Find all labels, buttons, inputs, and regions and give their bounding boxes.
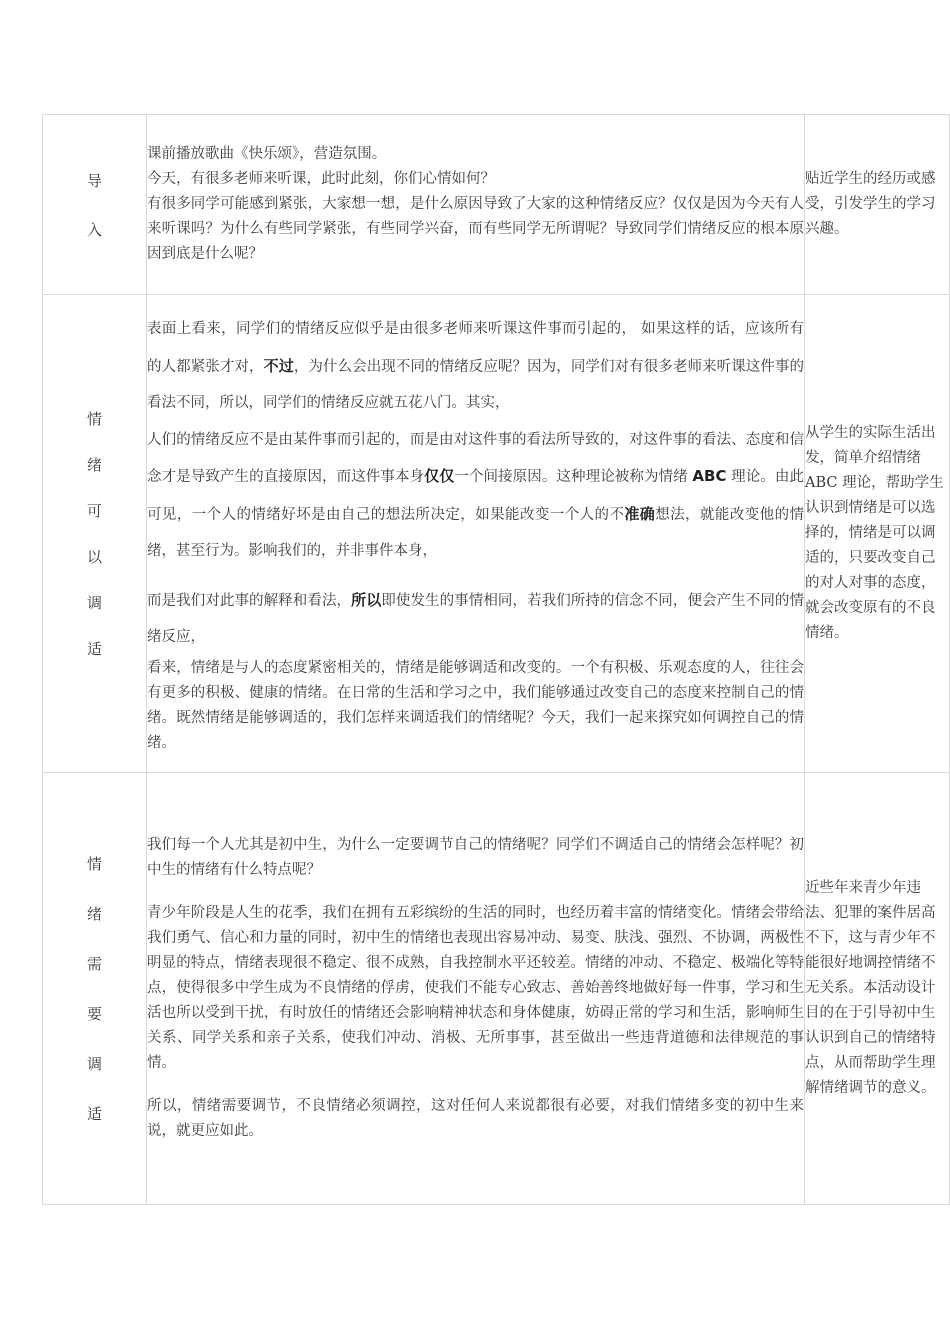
content-cell-adjustable bbox=[147, 295, 805, 773]
stage-char: 绪 bbox=[86, 456, 102, 474]
stage-char: 以 bbox=[86, 548, 102, 566]
lesson-plan-table bbox=[42, 114, 950, 1205]
paragraph bbox=[147, 582, 804, 656]
text-run: 理论。由此可见，一个人的情绪好坏是由自己的想法所决定，如果能改变一个人的不 bbox=[147, 469, 805, 523]
paragraph: 所以，情绪需要调节，不良情绪必须调控，这对任何人来说都很有必要，对我们情绪多变的初中生来说，就更应如此。 bbox=[147, 1098, 804, 1139]
table-row bbox=[43, 115, 950, 295]
text-run: 一个间接原因。这种理论被称为情绪 bbox=[454, 469, 693, 486]
note-cell-intro: 贴近学生的经历或感受，引发学生的学习兴趣。 bbox=[805, 115, 950, 295]
text-run: 人们的情绪反应不是由某件事而引起的，而是由对这件事的看法所导致的，对这件事的看法、态度和信念才是导致产生的直接原因，而这件事本身 bbox=[147, 431, 804, 486]
stage-char: 要 bbox=[86, 1005, 102, 1023]
bold-text: ABC bbox=[692, 467, 727, 486]
bold-text: 不过 bbox=[263, 356, 294, 375]
stage-char: 可 bbox=[86, 502, 102, 520]
stage-char: 情 bbox=[86, 855, 102, 873]
stage-char: 适 bbox=[86, 640, 102, 658]
text-run: ，为什么会出现不同的情绪反应呢？因为，同学们对有很多老师来听课这件事的看法不同，所以，同学们的情绪反应就五花八门。其实， bbox=[147, 358, 805, 412]
paragraph: 看来，情绪是与人的态度紧密相关的，情绪是能够调适和改变的。一个有积极、乐观态度的人，往往会有更多的积极、健康的情绪。在日常的生活和学习之中，我们能够通过改变自己的态度来控制自己的情绪。既然情绪是能够调适的，我们怎样来调适我们的情绪呢？今天，我们一起来探究如何调控自己的情绪。 bbox=[147, 659, 804, 751]
stage-char: 入 bbox=[86, 220, 102, 239]
paragraph: 我们每一个人尤其是初中生，为什么一定要调节自己的情绪呢？同学们不调适自己的情绪会怎样呢？初中生的情绪有什么特点呢？ bbox=[147, 837, 804, 878]
content-cell-need bbox=[147, 773, 805, 1205]
stage-char: 导 bbox=[86, 171, 102, 190]
table-row bbox=[43, 295, 950, 773]
paragraph: 青少年阶段是人生的花季，我们在拥有五彩缤纷的生活的同时，也经历着丰富的情绪变化。情绪会带给我们勇气、信心和力量的同时，初中生的情绪也表现出容易冲动、易变、肤浅、强烈、不协调，两极性明显的特点，情绪表现很不稳定、很不成熟，自我控制水平还较差。情绪的冲动、不稳定、极端化等特点，使得很多中学生成为不良情绪的俘虏，使我们不能专心致志、善始善终地做好每一件事，学习和生活也所以受到干扰，有时放任的情绪还会影响精神状态和身体健康，妨碍正常的学习和生活，影响师生关系、同学关系和亲子关系，使我们冲动、消极、无所事事，甚至做出一些违背道德和法律规范的事情。 bbox=[147, 905, 804, 1071]
paragraph bbox=[147, 311, 804, 422]
stage-char: 适 bbox=[86, 1105, 102, 1123]
stage-char: 绪 bbox=[86, 905, 102, 923]
stage-cell-intro bbox=[43, 115, 147, 295]
paragraph bbox=[147, 422, 804, 570]
stage-cell-need bbox=[43, 773, 147, 1205]
note-cell-adjustable: 从学生的实际生活出发，简单介绍情绪 ABC 理论，帮助学生认识到情绪是可以选择的，情绪是可以调适的，只要改变自己的对人对事的态度，就会改变原有的不良情绪。 bbox=[805, 295, 950, 773]
stage-char: 调 bbox=[86, 594, 102, 612]
content-cell-intro bbox=[147, 115, 805, 295]
text-run: 即使发生的事情相同，若我们所持的信念不同，便会产生不同的情绪反应， bbox=[147, 592, 804, 646]
paragraph: 有很多同学可能感到紧张，大家想一想，是什么原因导致了大家的这种情绪反应？仅仅是因为今天有人来听课吗？为什么有些同学紧张，有些同学兴奋，而有些同学无所谓呢？导致同学们情绪反应的根本原因到底是什么呢？ bbox=[147, 196, 804, 262]
text-run: 想法，就能改变他的情绪，甚至行为。影响我们的，并非事件本身， bbox=[147, 506, 804, 560]
bold-text: 所以 bbox=[351, 590, 382, 609]
text-run: 而是我们对此事的解释和看法， bbox=[147, 592, 352, 609]
bold-text: 准确 bbox=[624, 504, 656, 523]
stage-char: 情 bbox=[86, 410, 102, 428]
stage-char: 需 bbox=[86, 955, 102, 973]
table-row bbox=[43, 773, 950, 1205]
paragraph: 今天，有很多老师来听课，此时此刻，你们心情如何？ bbox=[147, 171, 495, 187]
stage-cell-adjustable bbox=[43, 295, 147, 773]
paragraph: 课前播放歌曲《快乐颂》，营造氛围。 bbox=[147, 146, 387, 162]
text-run: 表面上看来，同学们的情绪反应似乎是由很多老师来听课这件事而引起的， 如果这样的话，应该所有的人都紧张才对， bbox=[147, 321, 804, 375]
note-cell-need: 近些年来青少年违法、犯罪的案件居高不下，这与青少年不能很好地调控情绪不无关系。本活动设计目的在于引导初中生认识到自己的情绪特点，从而帮助学生理解情绪调节的意义。 bbox=[805, 773, 950, 1205]
stage-char: 调 bbox=[86, 1055, 102, 1073]
bold-text: 仅仅 bbox=[424, 467, 455, 486]
